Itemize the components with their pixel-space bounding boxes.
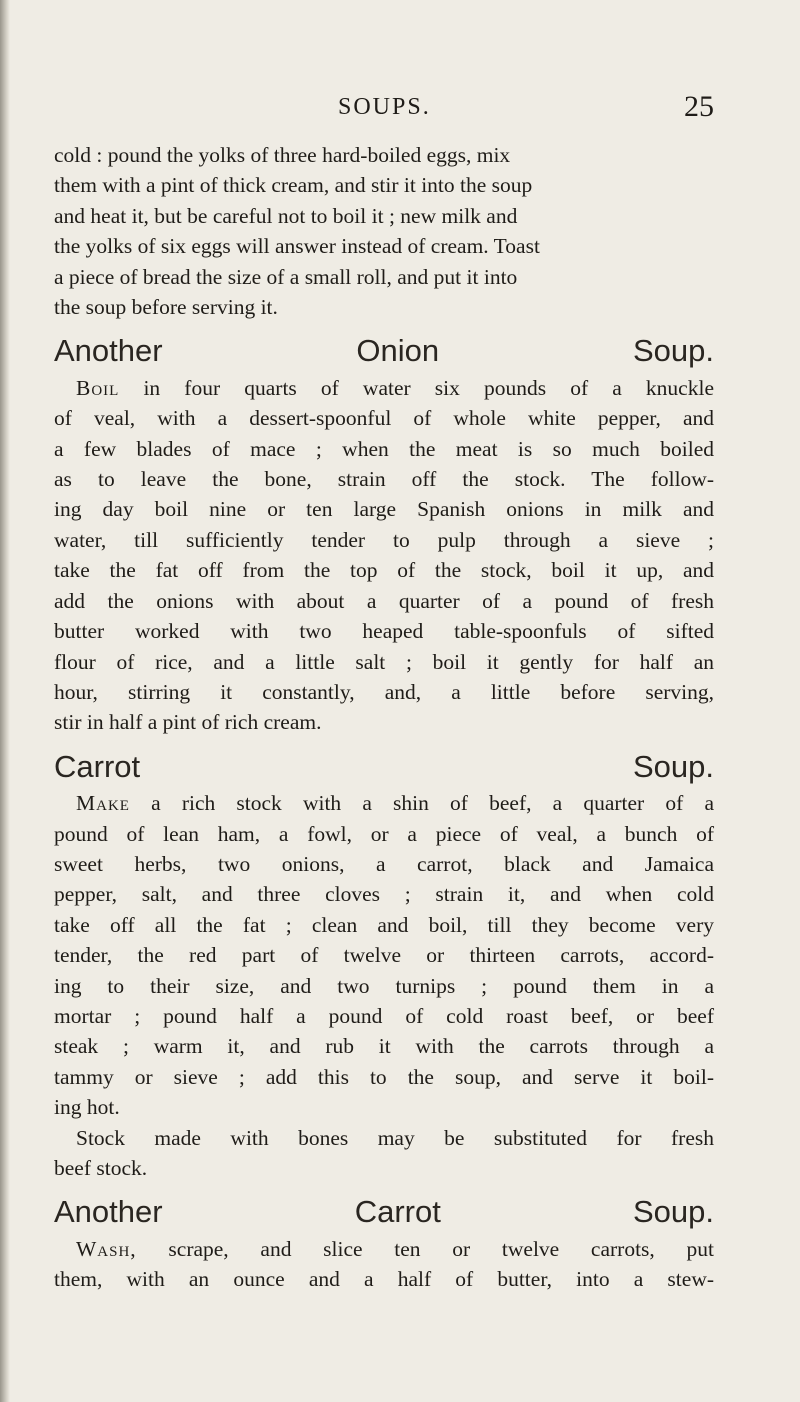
text-line: steak ; warm it, and rub it with the carrots through a (54, 1034, 714, 1059)
text-line: flour of rice, and a little salt ; boil it gently for half an (54, 649, 714, 674)
text-line: the soup before serving it. (54, 295, 278, 320)
text-line: them with a pint of thick cream, and stir it into the soup (54, 173, 533, 198)
first-word: Make (76, 791, 130, 816)
text-line: mortar ; pound half a pound of cold roast beef, or beef (54, 1003, 714, 1028)
section-heading-another-onion-soup: Another Onion Soup. (54, 333, 714, 369)
text-line: beef stock. (54, 1156, 148, 1180)
text-line: hour, stirring it constantly, and, a little before serving, (54, 679, 714, 704)
text-line: the yolks of six eggs will answer instead of cream. Toast (54, 234, 540, 259)
intro-paragraph (54, 140, 714, 322)
text-line: a few blades of mace ; when the meat is so much boiled (54, 436, 714, 461)
page-binding-shadow (0, 0, 10, 1402)
text-line: a piece of bread the size of a small roll, and put it into (54, 264, 518, 289)
text-line: pound of lean ham, a fowl, or a piece of veal, a bunch of (54, 821, 714, 846)
carrot-soup-paragraph (54, 788, 714, 1183)
text-line: Stock made with bones may be substituted for fresh (76, 1125, 714, 1150)
section-heading-another-carrot-soup: Another Carrot Soup. (54, 1194, 714, 1230)
page-number: 25 (684, 90, 714, 123)
page-body (54, 140, 714, 1295)
text-line: cold : pound the yolks of three hard-boiled eggs, mix (54, 143, 511, 167)
text-line: of veal, with a dessert-spoonful of whole white pepper, and (54, 406, 714, 431)
text-line: ing to their size, and two turnips ; pound them in a (54, 973, 714, 998)
text-line: them, with an ounce and a half of butter, into a stew- (54, 1267, 714, 1292)
text-line: tammy or sieve ; add this to the soup, and serve it boil- (54, 1064, 714, 1089)
text-line: butter worked with two heaped table-spoonfuls of sifted (54, 619, 714, 644)
text-line: Boil in four quarts of water six pounds of a knuckle (76, 375, 714, 400)
another-carrot-soup-paragraph (54, 1234, 714, 1295)
onion-soup-paragraph (54, 373, 714, 738)
text-line: and heat it, but be careful not to boil it ; new milk and (54, 203, 518, 228)
text-line: pepper, salt, and three cloves ; strain it, and when cold (54, 882, 714, 907)
running-title: SOUPS. (338, 94, 431, 120)
text-line: take the fat off from the top of the stock, boil it up, and (54, 558, 714, 583)
first-word: Boil (76, 375, 120, 400)
book-page (54, 0, 714, 1295)
text-line: take off all the fat ; clean and boil, till they become very (54, 912, 714, 937)
text-line: ing hot. (54, 1095, 120, 1120)
running-head (54, 90, 714, 124)
text-line: ing day boil nine or ten large Spanish onions in milk and (54, 497, 714, 522)
text-line: tender, the red part of twelve or thirteen carrots, accord- (54, 943, 714, 968)
section-heading-carrot-soup: Carrot Soup. (54, 748, 714, 784)
text-line: water, till sufficiently tender to pulp through a sieve ; (54, 527, 714, 552)
text-line: add the onions with about a quarter of a pound of fresh (54, 588, 714, 613)
text-line: Make a rich stock with a shin of beef, a quarter of a (76, 791, 714, 816)
first-word: Wash, (76, 1236, 137, 1261)
text-line: sweet herbs, two onions, a carrot, black and Jamaica (54, 851, 714, 876)
text-line: stir in half a pint of rich cream. (54, 710, 322, 735)
text-line: Wash, scrape, and slice ten or twelve carrots, put (76, 1236, 714, 1261)
text-line: as to leave the bone, strain off the stock. The follow- (54, 467, 714, 492)
